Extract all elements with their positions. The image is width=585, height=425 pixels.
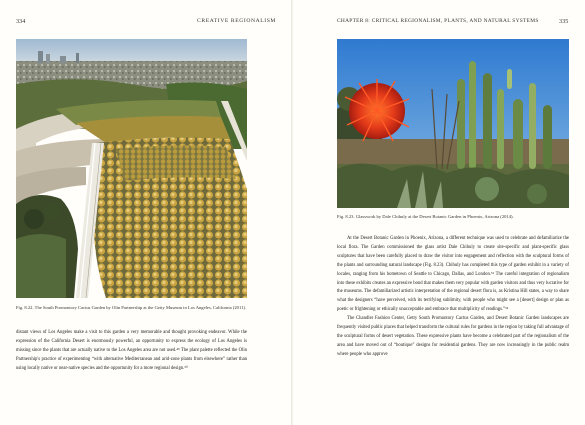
right-running-head: CHAPTER 8: CRITICAL REGIONALISM, PLANTS, AND NATURAL SYSTEMS — [337, 18, 539, 24]
right-body-text — [337, 235, 569, 360]
cactus-garden-photo — [16, 39, 247, 298]
chihuly-glass-photo — [337, 39, 569, 208]
right-page-number: 335 — [559, 18, 569, 25]
left-body-text — [16, 329, 247, 374]
right-figure-caption: Fig. 8.23. Glasswork by Dale Chihuly at the Desert Botanic Garden in Phoenix, Arizona (2014). — [337, 214, 514, 219]
left-figure-caption: Fig. 8.22. The South Promontory Cactus Garden by Olin Partnership at the Getty Museum in Los Angeles, California (2011). — [16, 305, 247, 310]
left-page-number: 334 — [16, 18, 26, 25]
right-paragraph-1: At the Desert Botanic Garden in Phoenix, Arizona, a different technique was used to celebrate and defamiliarize the local flora. The Garden commissioned the glass artist Dale Chihuly to create site-specific and plant-specific glass sculptures that have been carefully placed to draw the visitor into engagement and reflection with the sculptural forms of the plants and surrounding natural landscape (Fig. 8.23). Chihuly has completed this type of garden exhibit in a variety of locales, ranging from his hometown of Seattle to Chicago, Dallas, and London.⁵¹ The careful integration of regionalism into these exhibits creates an expressive bond that makes them very popular with garden visitors and thus very lucrative for the museums. The defamiliarized artistic interpretation of the regional desert flora is, as Kristina Hill states, a way to share what the designers “have perceived, with its terrifying sublimity, with people who might see a [desert] design or plan as poetic or frightening or ethically unacceptable and embrace that multiplicity of readings.”⁵² — [337, 236, 569, 313]
left-paragraph: distant views of Los Angeles make a visit to this garden a very memorable and thought provoking endeavor. While the expression of the California Desert is enormously powerful, an opportunity to express the ecology of Los Angeles is missing since the plants that are actually native to the Los Angeles area are not used.⁴⁹ The plant palette reflected the Olin Partnership's practice of experimenting “with alternative Mediterranean and arid-zone plants from elsewhere” rather than using locally native or near-native species and the opportunity for a more regional design.⁵⁰ — [16, 330, 247, 371]
right-page — [293, 0, 585, 425]
right-paragraph-2: The Chandler Fashion Center, Getty South Promontory Cactus Garden, and Desert Botanic Garden landscapes are frequently visited public places that helped transform the cultural rules for gardens in the region by taking full advantage of the sculptural forms of desert vegetation. These expressive plants have become a celebrated part of the regionalism of the area and have moved out of “boutique” designs for residential gardens. They are now increasingly in the public realm where people who approve — [337, 316, 569, 357]
left-running-head: CREATIVE REGIONALISM — [197, 18, 276, 24]
left-page — [0, 0, 292, 425]
